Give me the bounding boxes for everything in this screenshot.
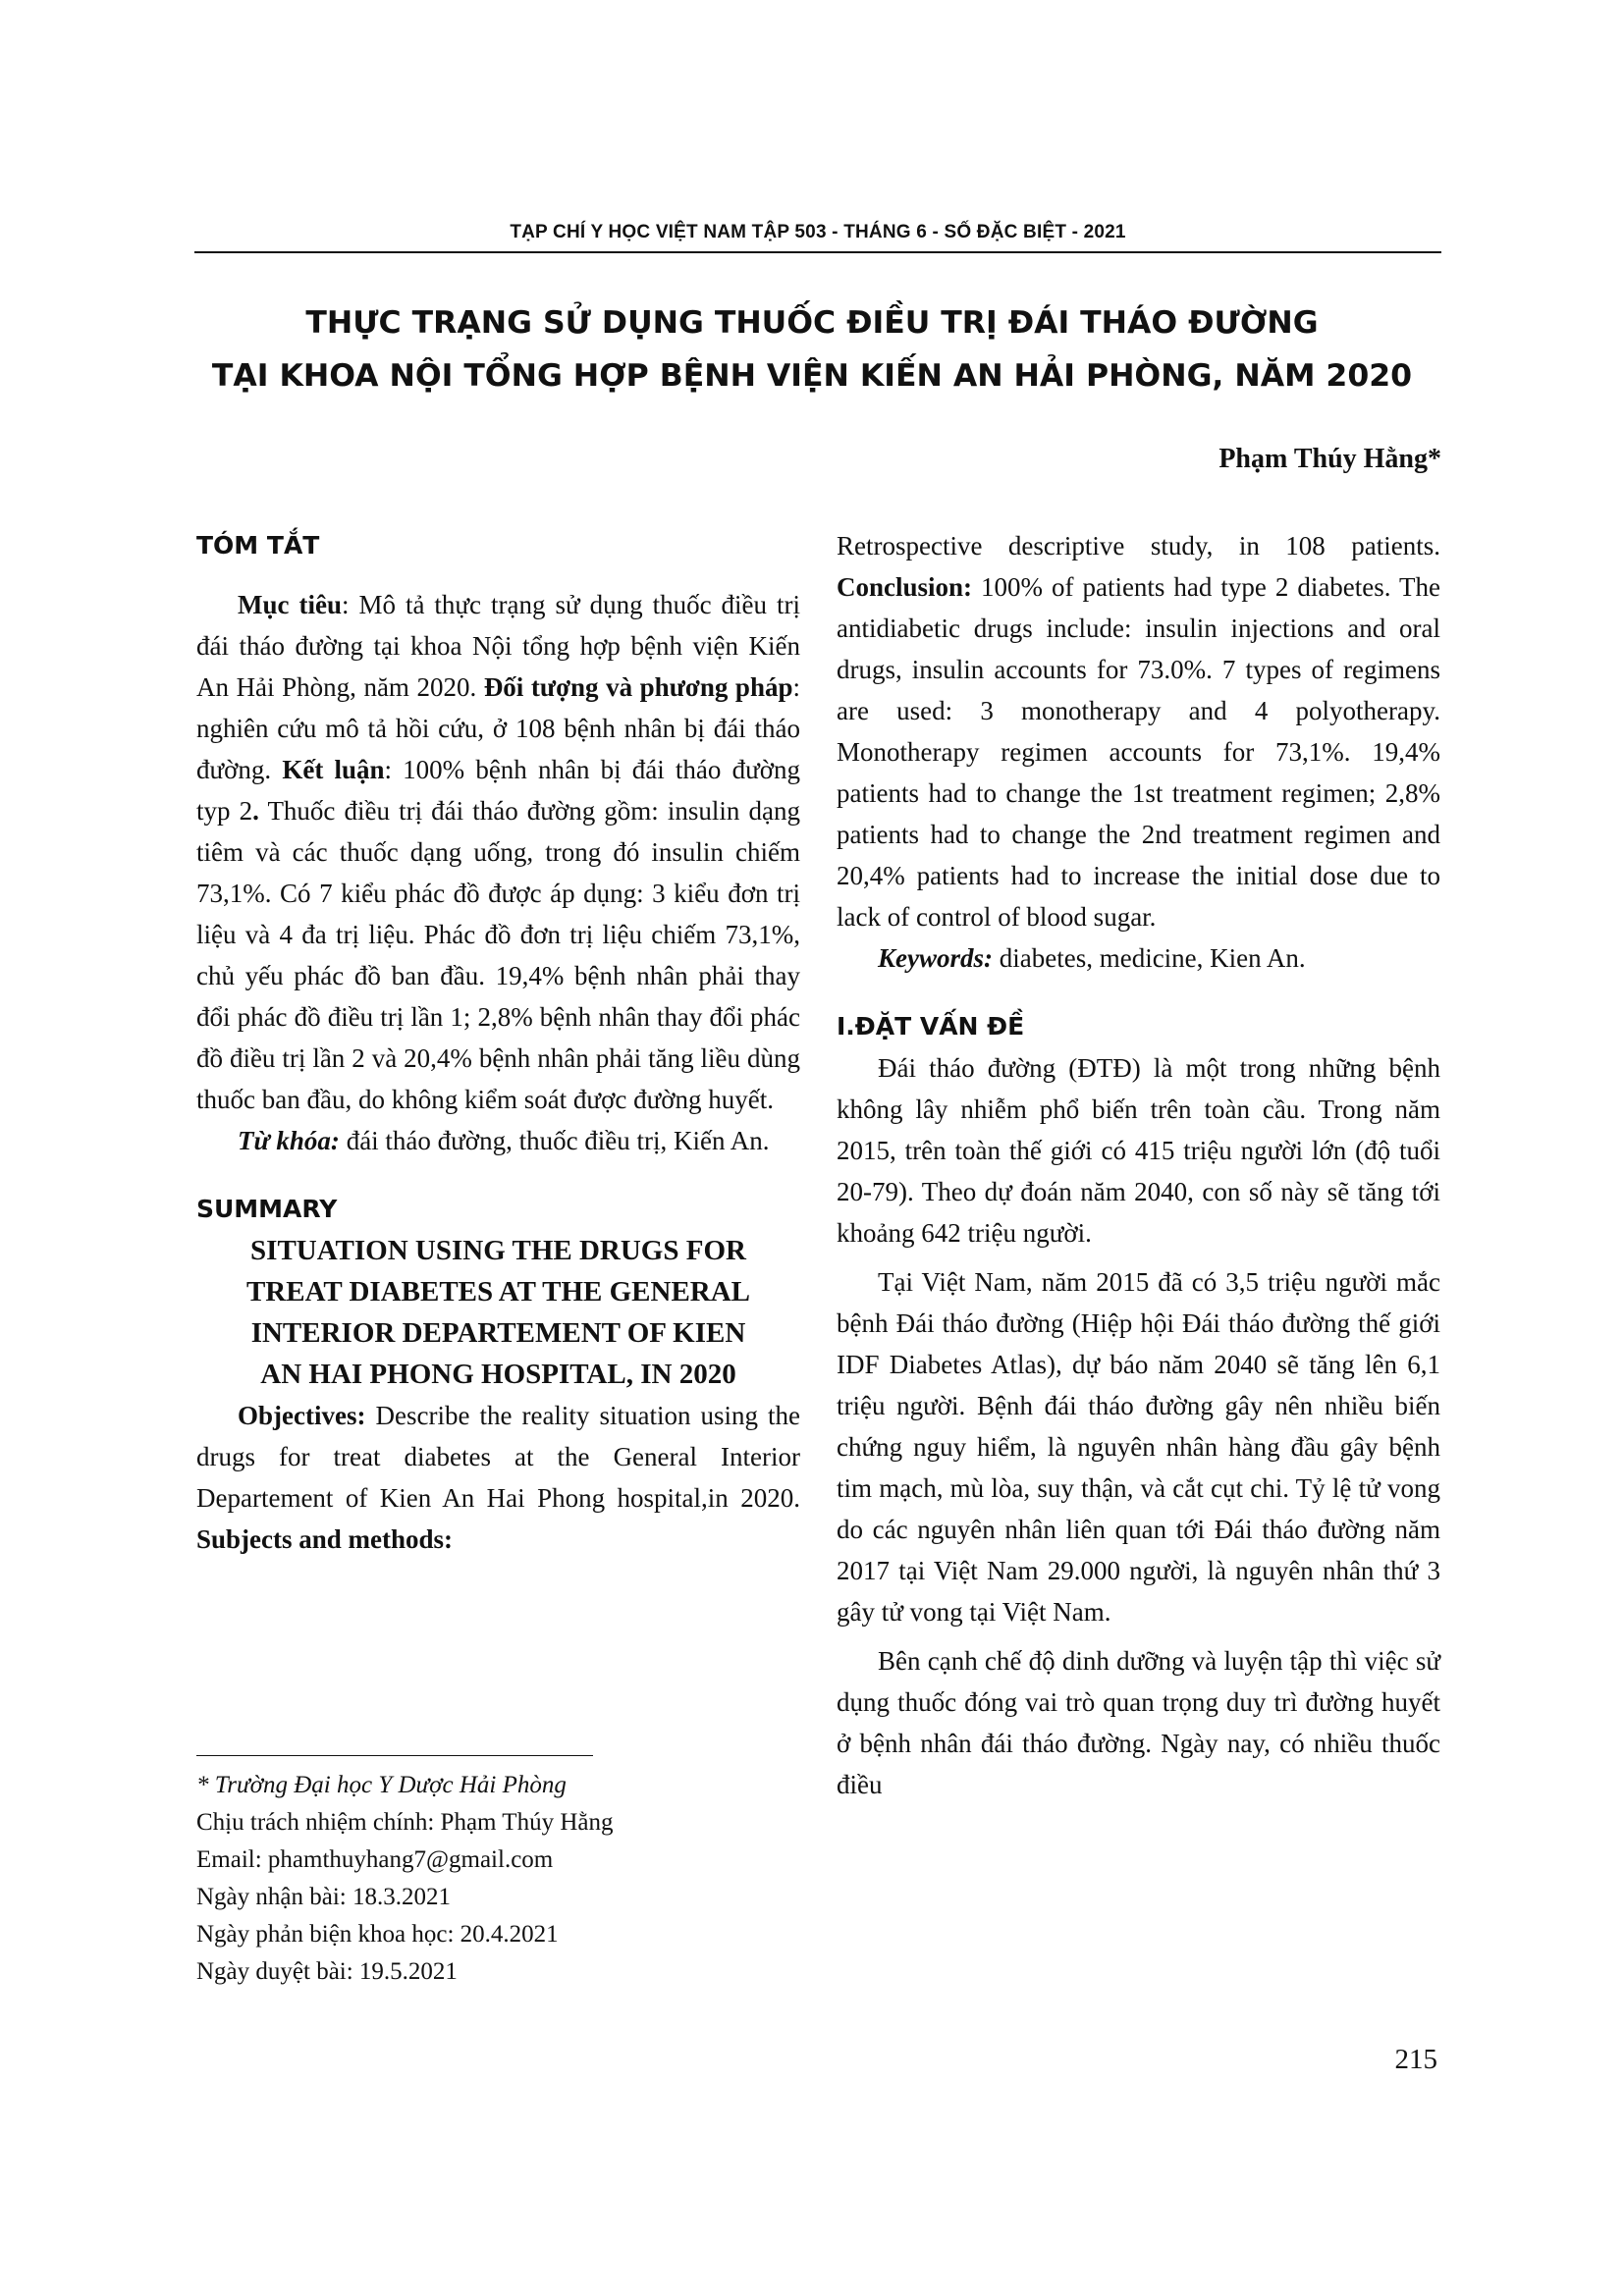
keywords-en: [837, 937, 1440, 979]
objectives-text: Describe the reality situation using the drugs for treat diabetes at the General Interior Departement of Kien An Hai Phong hospital,in 2020.: [196, 1401, 800, 1513]
section-1-paragraph-1: Đái tháo đường (ĐTĐ) là một trong những bệnh không lây nhiễm phổ biến trên toàn cầu. Trong năm 2015, trên toàn thế giới có 415 triệu người lớn (độ tuổi 20-79). Theo dự đoán năm 2040, con số này sẽ tăng tới khoảng 642 triệu người.: [837, 1053, 1440, 1248]
conclusion-label: Conclusion:: [837, 572, 973, 602]
summary-heading: SUMMARY: [196, 1195, 338, 1223]
author-name: Phạm Thúy Hằng*: [1218, 444, 1441, 474]
section-1-paragraph-2: Tại Việt Nam, năm 2015 đã có 3,5 triệu người mắc bệnh Đái tháo đường (Hiệp hội Đái tháo đường thế giới IDF Diabetes Atlas), dự báo năm 2040 sẽ tăng lên 6,1 triệu người. Bệnh đái tháo đường gây nên nhiều biến chứng nguy hiểm, là nguyên nhân hàng đầu gây bệnh tim mạch, mù lòa, suy thận, và cắt cụt chi. Tỷ lệ tử vong do các nguyên nhân liên quan tới Đái tháo đường năm 2017 tại Việt Nam 29.000 người, là nguyên nhân thứ 3 gây tử vong tại Việt Nam.: [837, 1267, 1440, 1627]
conclusion-text: 100% of patients had type 2 diabetes. The antidiabetic drugs include: insulin injections and oral drugs, insulin accounts for 73.0%. 7 types of regimens are used: 3 monotherapy and 4 polyotherapy. Monotherapy regimen accounts for 73,1%. 19,4% patients had to change the 1st treatment regimen; 2,8% patients had to change the 2nd treatment regimen and 20,4% patients had to increase the initial dose due to lack of control of blood sugar.: [837, 572, 1440, 932]
footnote-email: Email: phamthuyhang7@gmail.com: [196, 1846, 554, 1873]
right-column: [837, 525, 1440, 1805]
results-dot: .: [252, 796, 259, 826]
keywords-en-text: diabetes, medicine, Kien An.: [993, 943, 1306, 973]
abstract-heading: TÓM TẮT: [196, 531, 320, 560]
footnote-received: Ngày nhận bài: 18.3.2021: [196, 1884, 451, 1910]
abstract-paragraph: [196, 584, 800, 1120]
methods-text: : nghiên cứu mô tả hồi cứu, ở 108 bệnh nhân bị đái tháo đường.: [196, 672, 800, 784]
header-rule: [194, 251, 1441, 253]
running-head: TẠP CHÍ Y HỌC VIỆT NAM TẬP 503 - THÁNG 6 - SỐ ĐẶC BIỆT - 2021: [510, 222, 1126, 242]
left-column: [196, 525, 800, 1560]
objective-text: : Mô tả thực trạng sử dụng thuốc điều trị đái tháo đường tại khoa Nội tổng hợp bệnh viện Kiến An Hải Phòng, năm 2020.: [196, 590, 800, 702]
results-text-a: : 100% bệnh nhân bị đái tháo đường typ 2: [196, 755, 800, 826]
title-line-1: THỰC TRẠNG SỬ DỤNG THUỐC ĐIỀU TRỊ ĐÁI THÁO ĐƯỜNG: [305, 305, 1319, 341]
keywords-en-label: Keywords:: [878, 943, 993, 973]
summary-title-line-3: INTERIOR DEPARTEMENT OF KIEN: [250, 1317, 746, 1349]
title-line-2: TẠI KHOA NỘI TỔNG HỢP BỆNH VIỆN KIẾN AN HẢI PHÒNG, NĂM 2020: [211, 358, 1413, 394]
summary-title-line-4: AN HAI PHONG HOSPITAL, IN 2020: [260, 1359, 736, 1390]
keywords-vi-label: Từ khóa:: [238, 1126, 340, 1155]
article-title: [147, 296, 1477, 402]
summary-paragraph-continued: [837, 525, 1440, 937]
summary-title-line-2: TREAT DIABETES AT THE GENERAL: [245, 1276, 751, 1308]
subjects-methods-label: Subjects and methods:: [196, 1524, 454, 1554]
keywords-vi: [196, 1120, 800, 1161]
page-number: 215: [1394, 2044, 1437, 2075]
footnote-reviewed: Ngày phản biện khoa học: 20.4.2021: [196, 1921, 559, 1948]
section-1-paragraph-3: Bên cạnh chế độ dinh dưỡng và luyện tập thì việc sử dụng thuốc đóng vai trò quan trọng duy trì đường huyết ở bệnh nhân đái tháo đường. Ngày nay, có nhiều thuốc điều: [837, 1646, 1440, 1799]
summary-paragraph-start: [196, 1395, 800, 1560]
footnote-affiliation: * Trường Đại học Y Dược Hải Phòng: [196, 1772, 567, 1798]
footnote-accepted: Ngày duyệt bài: 19.5.2021: [196, 1958, 458, 1985]
methods-label: Đối tượng và phương pháp: [483, 672, 793, 702]
keywords-vi-text: đái tháo đường, thuốc điều trị, Kiến An.: [339, 1126, 770, 1155]
results-label: Kết luận: [282, 755, 385, 784]
objective-label: Mục tiêu: [238, 590, 342, 619]
objectives-label: Objectives:: [238, 1401, 366, 1430]
results-text-b: Thuốc điều trị đái tháo đường gồm: insulin dạng tiêm và các thuốc dạng uống, trong đó insulin chiếm 73,1%. Có 7 kiểu phác đồ được áp dụng: 3 kiểu đơn trị liệu và 4 đa trị liệu. Phác đồ đơn trị liệu chiếm 73,1%, chủ yếu phác đồ ban đầu. 19,4% bệnh nhân phải thay đổi phác đồ điều trị lần 1; 2,8% bệnh nhân thay đổi phác đồ điều trị lần 2 và 20,4% bệnh nhân phải tăng liều dùng thuốc ban đầu, do không kiểm soát được đường huyết.: [196, 796, 800, 1114]
section-1-heading: I.ĐẶT VẤN ĐỀ: [837, 1012, 1025, 1041]
summary-title: [196, 1230, 800, 1395]
footnote-responsible: Chịu trách nhiệm chính: Phạm Thúy Hằng: [196, 1809, 614, 1836]
footnotes: [196, 1767, 800, 1991]
methods-text-en: Retrospective descriptive study, in 108 patients.: [837, 531, 1440, 561]
footnote-rule: [196, 1755, 593, 1756]
summary-title-line-1: SITUATION USING THE DRUGS FOR: [250, 1235, 746, 1266]
